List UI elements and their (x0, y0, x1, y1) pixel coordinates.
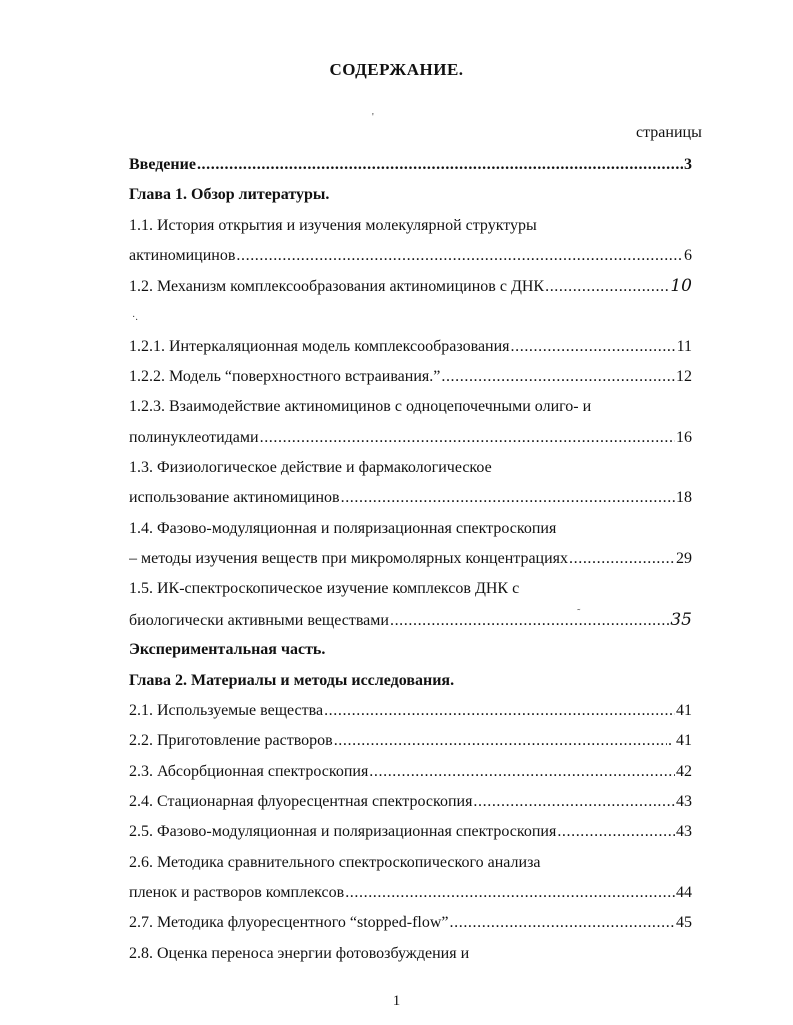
scan-speck: ·. (132, 312, 138, 323)
toc-heading-chapter-1: Глава 1. Обзор литературы. (129, 186, 330, 204)
toc-entry-1-4-cont: – методы изучения веществ при микромолярных концентрациях ..... 29 (129, 544, 692, 574)
table-of-contents (129, 150, 692, 969)
scan-speck: ' (372, 112, 374, 123)
toc-heading-experimental: Экспериментальная часть. (129, 641, 326, 659)
toc-entry-2-5: 2.5. Фазово-модуляционная и поляризационная спектроскопия ..... 43 (129, 817, 692, 847)
toc-entry-1-2-3: 1.2.3. Взаимодействие актиномицинов с одноцепочечными олиго- и (129, 398, 592, 416)
toc-entry-2-3: 2.3. Абсорбционная спектроскопия ..... 42 (129, 757, 692, 787)
toc-entry-1-5-cont: биологически активными веществами ..... 35 (129, 605, 692, 635)
toc-entry-2-6-cont: пленок и растворов комплексов ..... 44 (129, 878, 692, 908)
toc-entry-1-3-cont: использование актиномицинов ..... 18 (129, 483, 692, 513)
toc-entry-2-2: 2.2. Приготовление растворов ..... . 41 (129, 726, 692, 756)
toc-entry-1-5: 1.5. ИК-спектроскопическое изучение комплексов ДНК с (129, 580, 520, 598)
toc-entry-intro: Введение ..... 3 (129, 150, 692, 180)
toc-entry-1-2-3-cont: полинуклеотидами ..... 16 (129, 423, 692, 453)
toc-entry-2-8: 2.8. Оценка переноса энергии фотовозбуждения и (129, 944, 470, 962)
toc-entry-1-2: 1.2. Механизм комплексообразования актиномицинов с ДНК ..... 10 (129, 271, 692, 301)
scan-speck: ˜ (577, 608, 581, 619)
toc-entry-2-4: 2.4. Стационарная флуоресцентная спектроскопия ..... 43 (129, 787, 692, 817)
toc-heading-chapter-2: Глава 2. Материалы и методы исследования. (129, 671, 455, 689)
pages-column-label: страницы (636, 124, 702, 141)
toc-entry-1-1: 1.1. История открытия и изучения молекулярной структуры (129, 216, 537, 234)
toc-entry-1-4: 1.4. Фазово-модуляционная и поляризационная спектроскопия (129, 519, 557, 537)
toc-entry-1-3: 1.3. Физиологическое действие и фармакологическое (129, 459, 492, 477)
toc-entry-2-6: 2.6. Методика сравнительного спектроскопического анализа (129, 853, 541, 871)
toc-entry-2-7: 2.7. Методика флуоресцентного “stopped-flow” ..... 45 (129, 908, 692, 938)
page-number: 1 (392, 993, 401, 1009)
page-title: СОДЕРЖАНИЕ. (329, 60, 464, 79)
toc-entry-2-1: 2.1. Используемые вещества ..... 41 (129, 696, 692, 726)
blank-line (129, 302, 692, 332)
toc-entry-1-2-2: 1.2.2. Модель “поверхностного встраивания.” ..... 12 (129, 362, 692, 392)
toc-entry-1-2-1: 1.2.1. Интеркаляционная модель комплексообразования ..... 11 (129, 332, 692, 362)
toc-entry-1-1-cont: актиномицинов ..... 6 (129, 241, 692, 271)
